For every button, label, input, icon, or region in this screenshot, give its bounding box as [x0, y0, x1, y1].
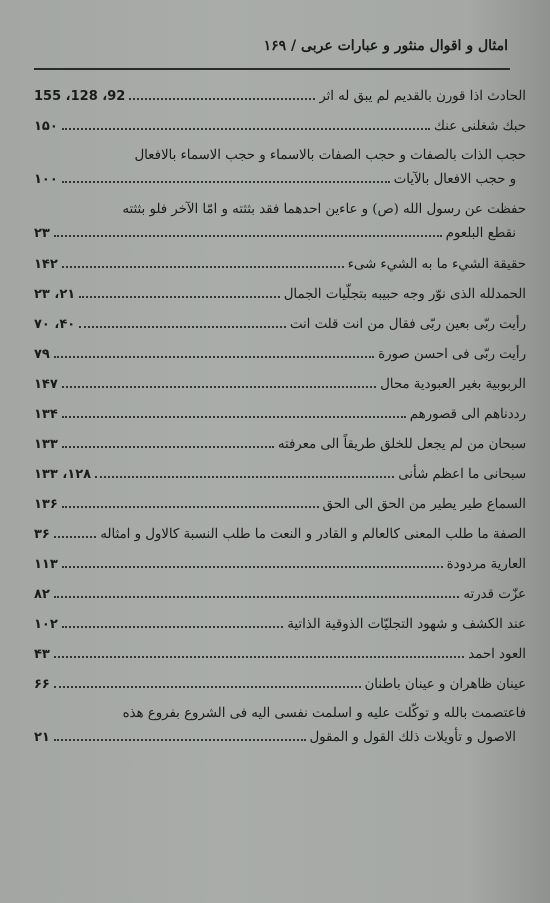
entry-text: عينان ظاهران و عينان باطنان: [364, 677, 526, 692]
entry-text: الصفة ما طلب المعنی كالعالم و القادر و النعت ما طلب النسبة كالاول و امثاله: [100, 527, 526, 542]
page-number: ۶۶: [34, 677, 50, 692]
page-number: ۷۹: [34, 347, 50, 362]
page-number: ۱۳۴: [34, 407, 58, 422]
entry-text: الاصول و تأويلات ذلك القول و المقول: [309, 730, 516, 745]
page-number: ۲۱: [34, 730, 50, 745]
page-number: ۲۳ ،۲۱: [34, 287, 76, 302]
index-entry: [34, 342, 526, 372]
entry-text: حقيقة الشيء ما به الشيء شیء: [347, 257, 526, 272]
entry-text: رأيت ربّی فی احسن صورة: [378, 347, 526, 362]
page-number: ۷۰ ،۴۰: [34, 317, 76, 332]
index-entry: [34, 462, 526, 492]
entry-text: رددناهم الی قصورهم: [409, 407, 526, 422]
dot-leader: [62, 566, 443, 568]
index-entry: [34, 312, 526, 342]
index-entry: [34, 252, 526, 282]
dot-leader: [54, 235, 442, 237]
page-number: ۱۰۰: [34, 172, 58, 187]
entry-text: سبحان من لم يجعل للخلق طريقاً الی معرفته: [277, 437, 526, 452]
index-entry: [34, 702, 526, 750]
index-entry: [34, 432, 526, 462]
dot-leader: [62, 128, 430, 130]
index-entry: [34, 402, 526, 432]
dot-leader: [54, 356, 374, 358]
entry-text: حفظت عن رسول الله (ص) و عاءين احدهما فقد بثثته و امّا الآخر فلو بثثته: [122, 202, 526, 217]
page-number: ۲۳: [34, 226, 50, 241]
index-entry: [34, 372, 526, 402]
dot-leader: [79, 296, 280, 298]
index-entry: [34, 282, 526, 312]
dot-leader: [62, 626, 283, 628]
entry-text: العود احمد: [468, 647, 526, 662]
entry-text: السماع طير يطير من الحق الی الحق: [322, 497, 526, 512]
index-entry: [34, 198, 526, 246]
page-number: ۱۴۲: [34, 257, 58, 272]
page-number: ۱۰۲: [34, 617, 58, 632]
index-entry: [34, 642, 526, 672]
index-entry: [34, 114, 526, 144]
page-number: ۱۴۷: [34, 377, 58, 392]
entry-text: سبحانی ما اعظم شأنی: [398, 467, 526, 482]
entry-text: حبك شغلنی عنك: [433, 119, 526, 134]
entry-text: عزّت قدرته: [463, 587, 526, 602]
page-number: ۱۱۳: [34, 557, 58, 572]
dot-leader: [129, 98, 315, 100]
header-rule: [34, 68, 510, 70]
dot-leader: [54, 656, 464, 658]
index-entry: [34, 522, 526, 552]
dot-leader: [62, 446, 274, 448]
page-number: ۱۳۳ ،۱۲۸: [34, 467, 92, 482]
entry-text: رأيت ربّی بعين ربّی فقال من انت قلت انت: [289, 317, 526, 332]
entry-text: الربوبية بغير العبودية محال: [380, 377, 526, 392]
entry-text: حجب الذات بالصفات و حجب الصفات بالاسماء و حجب الاسماء بالافعال: [134, 148, 526, 163]
page-number: ۱۳۶: [34, 497, 58, 512]
index-entry: [34, 672, 526, 702]
index-entry: [34, 582, 526, 612]
index-entry: [34, 552, 526, 582]
running-header: امثال و اقوال منثور و عبارات عربی / ۱۶۹: [263, 38, 508, 54]
page-number: ۱۵۰: [34, 119, 58, 134]
index-entry: [34, 144, 526, 192]
entry-text: نقطع البلعوم: [445, 226, 516, 241]
entry-text: فاعتصمت بالله و توكّلت عليه و اسلمت نفسی اليه فی الشروع بفروع هذه: [122, 706, 526, 721]
dot-leader: [54, 596, 460, 598]
dot-leader: [62, 416, 406, 418]
entry-text: الحمدلله الذی نوّر وجه حبيبه بتجلّيات الجمال: [283, 287, 526, 302]
dot-leader: [62, 266, 344, 268]
page-number: ۳۶: [34, 527, 50, 542]
dot-leader: [79, 326, 286, 328]
entry-text: و حجب الافعال بالآيات: [393, 172, 516, 187]
dot-leader: [54, 739, 306, 741]
dot-leader: [62, 386, 376, 388]
entry-text: الحادث اذا قورن بالقديم لم يبق له اثر: [319, 89, 526, 104]
dot-leader: [62, 506, 319, 508]
page-number: ۸۲: [34, 587, 50, 602]
index-entries: [34, 84, 526, 756]
entry-text: عند الكشف و شهود التجليّات الذوقية الذاتية: [287, 617, 526, 632]
index-entry: [34, 84, 526, 114]
dot-leader: [62, 181, 390, 183]
page-number: ۴۳: [34, 647, 50, 662]
index-entry: [34, 492, 526, 522]
entry-text: العارية مردودة: [446, 557, 526, 572]
page-number: ۱۳۳: [34, 437, 58, 452]
dot-leader: [54, 536, 96, 538]
dot-leader: [54, 686, 361, 688]
page-number: 155 ،128 ،92: [34, 89, 126, 104]
dot-leader: [95, 476, 394, 478]
index-entry: [34, 612, 526, 642]
